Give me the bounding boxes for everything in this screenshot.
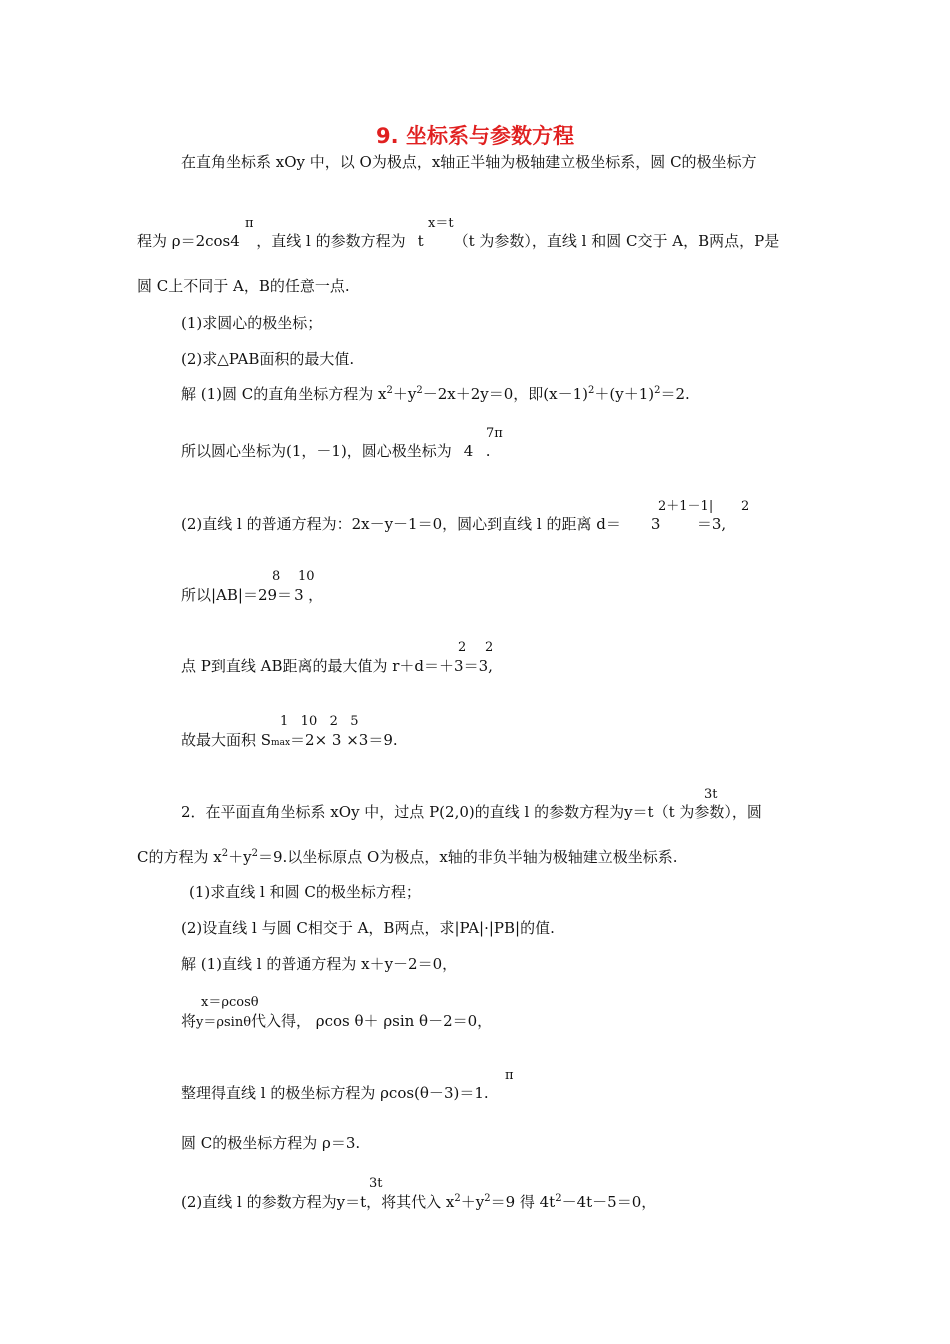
q2-sol3-bot: 3 bbox=[443, 1084, 454, 1102]
q1-sol3-bot2: ＝3, bbox=[696, 515, 727, 533]
q1-sol5-top1: 2 bbox=[458, 640, 467, 655]
q1-sol4-post: ， bbox=[308, 586, 324, 604]
q1-sol2-text: 所以圆心坐标为(1，－1)，圆心极坐标为 bbox=[181, 442, 452, 460]
q1-sol4 bbox=[181, 585, 323, 605]
q1-sol6-top: 1 10 2 5 bbox=[280, 714, 359, 729]
q2-line1 bbox=[181, 802, 762, 822]
q2-line2-post: ＝9.以坐标原点 O为极点，x轴的非负半轴为极轴建立极坐标系. bbox=[257, 848, 678, 866]
q1-sol5-bot: ＋3＝3, bbox=[439, 657, 493, 675]
sup-2: 2 bbox=[654, 385, 661, 396]
sup-2: 2 bbox=[555, 1193, 562, 1204]
q1-sol1-mid3: ＋(y＋1) bbox=[594, 385, 655, 403]
q1-sol3 bbox=[181, 514, 726, 534]
q1-sol3-text: (2)直线 l 的普通方程为：2x－y－1＝0，圆心到直线 l 的距离 d＝ bbox=[181, 515, 621, 533]
q1-sol4-top1: 8 bbox=[272, 569, 281, 584]
q1-sol5-top2: 2 bbox=[485, 640, 494, 655]
q1-sol5-pre: 点 P到直线 AB距离的最大值为 r＋d＝ bbox=[181, 657, 440, 675]
q1-sol2-post: . bbox=[485, 442, 491, 460]
q1-sol6-pre: 故最大面积 S bbox=[181, 731, 272, 749]
q2-line1-pre: 2．在平面直角坐标系 xOy 中，过点 P(2,0)的直线 l 的参数方程为 bbox=[181, 803, 625, 821]
q1-sol4-top2: 10 bbox=[298, 569, 315, 584]
q2-sol4: 圆 C的极坐标方程为 ρ＝3. bbox=[181, 1134, 361, 1152]
q2-sol3-pre: 整理得直线 l 的极坐标方程为 ρcos(θ－ bbox=[181, 1084, 444, 1102]
q1-sol2 bbox=[181, 441, 491, 461]
q1-line2-pre: 程为 ρ＝2cos bbox=[137, 232, 231, 250]
q2-part1: (1)求直线 l 和圆 C的极坐标方程； bbox=[189, 883, 421, 901]
q2-sol2-mid: y＝ρsinθ bbox=[196, 1015, 252, 1030]
q1-param-bot: t bbox=[417, 232, 424, 250]
q2-sol2 bbox=[181, 1011, 492, 1033]
q1-sol5 bbox=[181, 656, 493, 676]
sup-2: 2 bbox=[416, 385, 423, 396]
q2-sol5-pre: (2)直线 l 的参数方程为 bbox=[181, 1193, 337, 1211]
q1-frac-top: π bbox=[245, 216, 254, 231]
q1-part1: (1)求圆心的极坐标； bbox=[181, 314, 323, 332]
q2-line2-mid: ＋y bbox=[228, 848, 252, 866]
q2-sol2-top: x＝ρcosθ bbox=[201, 995, 259, 1010]
q2-line2 bbox=[137, 847, 678, 867]
q1-sol6-bot: ＝2× 3 ×3＝9. bbox=[290, 731, 398, 749]
q2-sol5-mid2: ＋y bbox=[460, 1193, 485, 1211]
q1-part2: (2)求△PAB面积的最大值. bbox=[181, 350, 355, 368]
q1-sol2-bot: 4 bbox=[463, 442, 474, 460]
q1-sol1-mid1: ＋y bbox=[392, 385, 417, 403]
q2-line1-bot: y＝t（t 为参数），圆 bbox=[624, 803, 762, 821]
q1-sol1 bbox=[181, 384, 690, 404]
q1-sol1-mid2: －2x＋2y＝0，即(x－1) bbox=[422, 385, 589, 403]
q1-frac-bot: 4 bbox=[230, 232, 240, 250]
q2-sol5 bbox=[181, 1192, 656, 1212]
q1-param-top: x＝t bbox=[428, 216, 454, 231]
q2-sol3-top: π bbox=[505, 1068, 514, 1083]
q1-sol2-top: 7π bbox=[486, 426, 503, 441]
q1-sol3-top2: 2 bbox=[741, 499, 750, 514]
q1-line1: 在直角坐标系 xOy 中，以 O为极点，x轴正半轴为极轴建立极坐标系，圆 C的极坐标方 bbox=[181, 153, 757, 171]
q2-sol3-post: )＝1. bbox=[453, 1084, 489, 1102]
q1-sol6-sub: max bbox=[271, 738, 291, 748]
q2-line2-pre: C的方程为 x bbox=[137, 848, 222, 866]
sup-2: 2 bbox=[484, 1193, 491, 1204]
page-title: 9. 坐标系与参数方程 bbox=[376, 124, 574, 148]
q2-sol5-end: －4t－5＝0， bbox=[561, 1193, 657, 1211]
sup-2: 2 bbox=[221, 848, 229, 859]
q1-line2-mid: ，直线 l 的参数方程为 bbox=[256, 232, 406, 250]
q1-line2 bbox=[137, 231, 779, 251]
sup-2: 2 bbox=[454, 1193, 461, 1204]
q1-sol1-post: ＝2. bbox=[660, 385, 690, 403]
q2-sol1: 解 (1)直线 l 的普通方程为 x＋y－2＝0， bbox=[181, 955, 458, 973]
q1-line3: 圆 C上不同于 A，B的任意一点. bbox=[137, 277, 350, 295]
q1-sol4-pre: 所以|AB|＝29＝ bbox=[181, 586, 293, 604]
q2-part2: (2)设直线 l 与圆 C相交于 A，B两点，求|PA|·|PB|的值. bbox=[181, 919, 555, 937]
q1-sol3-bot1: 3 bbox=[650, 515, 661, 533]
q2-sol5-post: ＝9 得 4t bbox=[490, 1193, 556, 1211]
q2-sol2-pre: 将 bbox=[181, 1012, 197, 1030]
q2-sol5-top: 3t bbox=[369, 1176, 383, 1191]
q2-sol2-post: 代入得， ρcos θ＋ ρsin θ－2＝0， bbox=[251, 1012, 493, 1030]
sup-2: 2 bbox=[386, 385, 393, 396]
q1-sol4-bot: 3 bbox=[294, 586, 304, 604]
q2-sol5-mid: y＝t，将其代入 x bbox=[336, 1193, 455, 1211]
q2-line1-top: 3t bbox=[704, 787, 718, 802]
q1-line2-post: （t 为参数），直线 l 和圆 C交于 A，B两点，P是 bbox=[453, 232, 780, 250]
q1-sol6 bbox=[181, 730, 398, 753]
sup-2: 2 bbox=[588, 385, 595, 396]
q1-sol1-pre: 解 (1)圆 C的直角坐标方程为 x bbox=[181, 385, 387, 403]
q2-sol3 bbox=[181, 1083, 489, 1103]
sup-2: 2 bbox=[251, 848, 258, 859]
q1-sol3-top1: 2＋1－1| bbox=[658, 499, 714, 514]
